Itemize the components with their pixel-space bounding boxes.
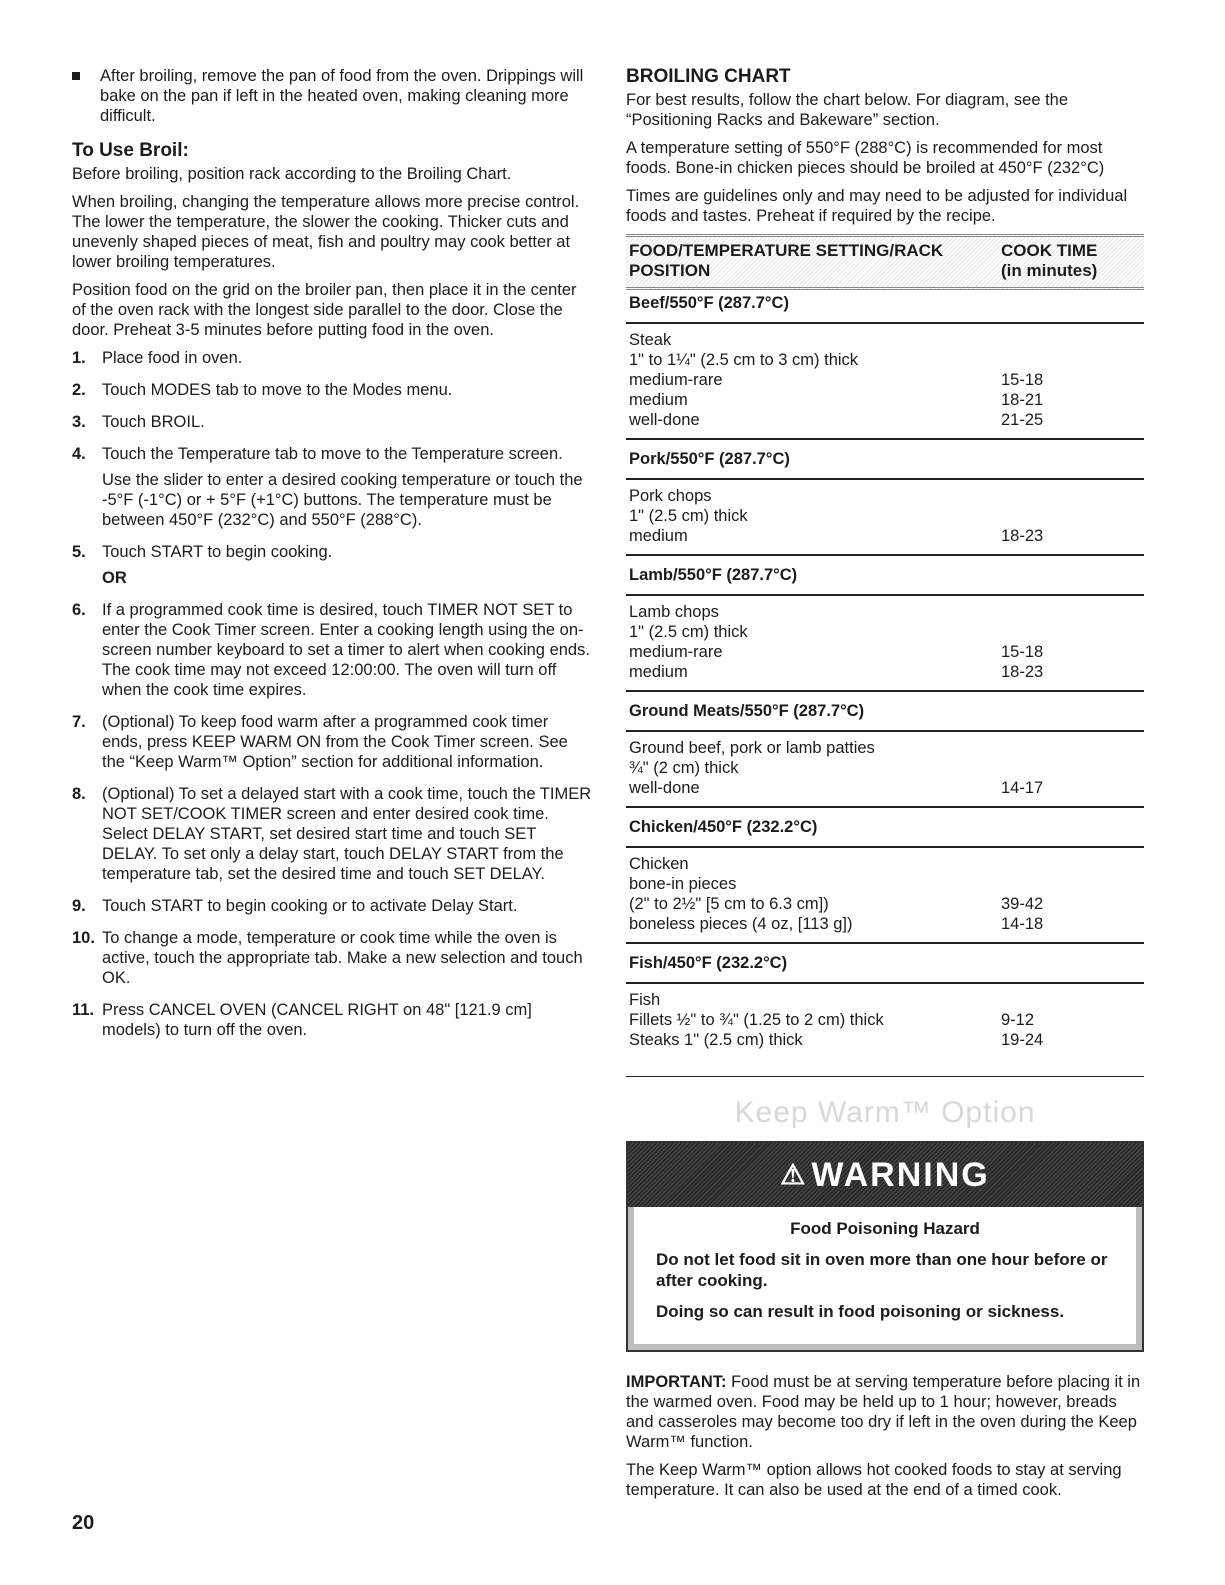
chart-time — [1001, 350, 1141, 370]
chart-time: 18-23 — [1001, 663, 1044, 681]
chart-time — [1001, 758, 1141, 778]
or-label: OR — [102, 569, 127, 587]
chart-item: well-done — [629, 779, 700, 797]
chart-row — [629, 602, 1141, 622]
chart-row — [629, 526, 1141, 546]
chart-item: 1" (2.5 cm) thick — [629, 507, 748, 525]
warning-banner — [628, 1143, 1142, 1207]
chart-group — [626, 480, 1144, 556]
chart-row — [629, 778, 1141, 798]
header-minutes-label: (in minutes) — [1001, 261, 1098, 280]
chart-row — [629, 854, 1141, 874]
warning-triangle-icon: ⚠ — [780, 1159, 808, 1190]
chart-item: medium — [629, 391, 688, 409]
step-item — [72, 542, 592, 594]
step-text: (Optional) To set a delayed start with a cook time, touch the TIMER NOT SET/COOK TIMER screen and enter desired cook time. Select DELAY START, set desired start time and touch SET DELAY. To set only a delay start, touch DELAY START from the temperature tab, set the desired time and touch SET DELAY. — [102, 785, 592, 883]
chart-category: Fish/450°F (232.2°C) — [626, 950, 1144, 984]
chart-row — [629, 642, 1141, 662]
chart-time: 39-42 — [1001, 895, 1044, 913]
chart-heading: BROILING CHART — [626, 66, 791, 87]
bullet-square-icon — [72, 72, 80, 80]
chart-row — [629, 1010, 1141, 1030]
chart-row — [629, 662, 1141, 682]
chart-row — [629, 486, 1141, 506]
chart-group — [626, 324, 1144, 440]
chart-row — [629, 390, 1141, 410]
chart-time — [1001, 486, 1141, 506]
step-number: 10. — [72, 929, 95, 947]
section-heading: To Use Broil: — [72, 140, 189, 161]
chart-group — [626, 732, 1144, 808]
step-item — [72, 712, 592, 778]
chart-time — [1001, 330, 1141, 350]
step-number: 11. — [72, 1001, 95, 1019]
warning-line: Do not let food sit in oven more than one hour before or after cooking. — [656, 1250, 1108, 1290]
step-subtext: Use the slider to enter a desired cooking temperature or touch the -5°F (-1°C) or + 5°F (+1°C) buttons. The temperature must be between 450°F (232°C) and 550°F (288°C). — [102, 471, 583, 529]
chart-time: 18-23 — [1001, 527, 1044, 545]
chart-category: Pork/550°F (287.7°C) — [626, 446, 1144, 480]
important-label: IMPORTANT: — [626, 1373, 727, 1391]
chart-time: 19-24 — [1001, 1031, 1044, 1049]
chart-time — [1001, 622, 1141, 642]
step-text: Place food in oven. — [102, 349, 243, 367]
step-item — [72, 928, 592, 994]
chart-body — [626, 290, 1144, 1077]
chart-row — [629, 410, 1141, 430]
chart-item: Lamb chops — [629, 603, 719, 621]
warning-body — [634, 1207, 1136, 1344]
step-text: Touch BROIL. — [102, 413, 205, 431]
chart-item: bone-in pieces — [629, 875, 737, 893]
chart-time: 21-25 — [1001, 411, 1044, 429]
step-text: If a programmed cook time is desired, touch TIMER NOT SET to enter the Cook Timer screen. Enter a cooking length using the on-screen number keyboard to set a timer to alert when cooking ends. The cook time may not exceed 12:00:00. The oven will turn off when the cook time expires. — [102, 601, 590, 699]
bullet-item — [72, 66, 592, 126]
chart-row — [629, 914, 1141, 934]
step-item — [72, 600, 592, 706]
chart-item: 1" (2.5 cm) thick — [629, 623, 748, 641]
chart-time: 15-18 — [1001, 371, 1044, 389]
chart-time — [1001, 874, 1141, 894]
step-text: To change a mode, temperature or cook time while the oven is active, touch the appropriate tab. Make a new selection and touch OK. — [102, 929, 583, 987]
warning-frame — [628, 1207, 1142, 1350]
paragraph: A temperature setting of 550°F (288°C) is recommended for most foods. Bone-in chicken pieces should be broiled at 450°F (232°C) — [626, 139, 1105, 177]
step-number: 1. — [72, 349, 86, 367]
step-text: Press CANCEL OVEN (CANCEL RIGHT on 48" [121.9 cm] models) to turn off the oven. — [102, 1001, 532, 1039]
step-number: 6. — [72, 601, 86, 619]
chart-item: Steaks 1" (2.5 cm) thick — [629, 1031, 803, 1049]
chart-row — [629, 874, 1141, 894]
chart-time: 9-12 — [1001, 1011, 1035, 1029]
chart-item: (2" to 2½" [5 cm to 6.3 cm]) — [629, 895, 829, 913]
paragraph: When broiling, changing the temperature allows more precise control. The lower the temperature, the slower the cooking. Thicker cuts and unevenly shaped pieces of meat, fish and poultry may cook better at lower broiling temperatures. — [72, 193, 580, 271]
chart-row — [629, 894, 1141, 914]
paragraph: Position food on the grid on the broiler pan, then place it in the center of the oven rack with the longest side parallel to the door. Close the door. Preheat 3-5 minutes before putting food in the oven. — [72, 281, 577, 339]
step-item — [72, 444, 592, 536]
chart-item: Ground beef, pork or lamb patties — [629, 739, 875, 757]
chart-header-left — [629, 241, 943, 281]
paragraph: Times are guidelines only and may need to be adjusted for individual foods and tastes. Preheat if required by the recipe. — [626, 187, 1128, 225]
step-text: Touch START to begin cooking. — [102, 543, 333, 561]
chart-row — [629, 622, 1141, 642]
chart-time — [1001, 602, 1141, 622]
step-number: 4. — [72, 445, 86, 463]
step-item — [72, 1000, 592, 1046]
chart-item: 1" to 1¼" (2.5 cm to 3 cm) thick — [629, 351, 859, 369]
paragraph: For best results, follow the chart below. For diagram, see the “Positioning Racks and Bakeware” section. — [626, 91, 1069, 129]
paragraph: Before broiling, position rack according to the Broiling Chart. — [72, 165, 512, 183]
left-column — [72, 66, 592, 1052]
chart-row — [629, 990, 1141, 1010]
chart-item: Fish — [629, 991, 661, 1009]
chart-row — [629, 506, 1141, 526]
chart-item: medium — [629, 663, 688, 681]
chart-header-right — [1001, 241, 1141, 281]
chart-item: medium-rare — [629, 371, 723, 389]
step-text: (Optional) To keep food warm after a programmed cook timer ends, press KEEP WARM ON from the Cook Timer screen. See the “Keep Warm™ Option” section for additional information. — [102, 713, 568, 771]
chart-item: Pork chops — [629, 487, 712, 505]
chart-category: Ground Meats/550°F (287.7°C) — [626, 698, 1144, 732]
step-text: Touch the Temperature tab to move to the Temperature screen. — [102, 445, 563, 463]
step-number: 3. — [72, 413, 86, 431]
chart-time: 18-21 — [1001, 391, 1044, 409]
header-food-label: FOOD/TEMPERATURE SETTING/RACK — [629, 241, 944, 260]
bullet-text: After broiling, remove the pan of food from the oven. Drippings will bake on the pan if left in the heated oven, making cleaning more difficult. — [100, 67, 584, 125]
warning-line: Doing so can result in food poisoning or sickness. — [656, 1302, 1065, 1321]
keep-warm-title: Keep Warm™ Option — [734, 1096, 1036, 1129]
chart-group — [626, 596, 1144, 692]
chart-category: Lamb/550°F (287.7°C) — [626, 562, 1144, 596]
important-text: Food must be at serving temperature before placing it in the warmed oven. Food may be held up to 1 hour; however, breads and casseroles may become too dry if left in the oven during the Keep Warm™ function. — [626, 1373, 1141, 1451]
chart-category: Chicken/450°F (232.2°C) — [626, 814, 1144, 848]
step-number: 2. — [72, 381, 86, 399]
page-number: 20 — [72, 1512, 95, 1534]
chart-time — [1001, 990, 1141, 1010]
chart-time: 14-18 — [1001, 915, 1044, 933]
chart-header — [626, 234, 1144, 290]
chart-item: Steak — [629, 331, 672, 349]
chart-time — [1001, 506, 1141, 526]
chart-item: Chicken — [629, 855, 689, 873]
step-item — [72, 348, 592, 374]
step-number: 5. — [72, 543, 86, 561]
chart-category: Beef/550°F (287.7°C) — [626, 290, 1144, 324]
chart-group — [626, 984, 1144, 1077]
step-text: Touch MODES tab to move to the Modes menu. — [102, 381, 453, 399]
chart-item: boneless pieces (4 oz, [113 g]) — [629, 915, 853, 933]
chart-item: medium — [629, 527, 688, 545]
chart-row — [629, 330, 1141, 350]
chart-item: ¾" (2 cm) thick — [629, 759, 739, 777]
chart-time — [1001, 854, 1141, 874]
warning-box — [626, 1141, 1144, 1352]
chart-time — [1001, 738, 1141, 758]
chart-group — [626, 848, 1144, 944]
chart-row — [629, 1030, 1141, 1050]
paragraph: The Keep Warm™ option allows hot cooked foods to stay at serving temperature. It can also be used at the end of a timed cook. — [626, 1461, 1122, 1499]
chart-row — [629, 738, 1141, 758]
warning-hazard: Food Poisoning Hazard — [790, 1219, 980, 1238]
step-item — [72, 380, 592, 406]
header-cooktime-label: COOK TIME — [1001, 241, 1098, 260]
step-number: 9. — [72, 897, 86, 915]
chart-item: well-done — [629, 411, 700, 429]
warning-label: WARNING — [811, 1156, 990, 1194]
chart-time: 14-17 — [1001, 779, 1044, 797]
right-column — [626, 66, 1144, 1508]
chart-item: Fillets ½" to ¾" (1.25 to 2 cm) thick — [629, 1011, 884, 1029]
step-text: Touch START to begin cooking or to activate Delay Start. — [102, 897, 518, 915]
chart-row — [629, 350, 1141, 370]
step-item — [72, 784, 592, 890]
header-position-label: POSITION — [629, 261, 711, 280]
step-number: 8. — [72, 785, 86, 803]
step-item — [72, 896, 592, 922]
step-number: 7. — [72, 713, 86, 731]
chart-item: medium-rare — [629, 643, 723, 661]
chart-row — [629, 370, 1141, 390]
chart-time: 15-18 — [1001, 643, 1044, 661]
steps-list — [72, 348, 592, 1046]
step-item — [72, 412, 592, 438]
important-paragraph — [626, 1372, 1144, 1452]
chart-row — [629, 758, 1141, 778]
